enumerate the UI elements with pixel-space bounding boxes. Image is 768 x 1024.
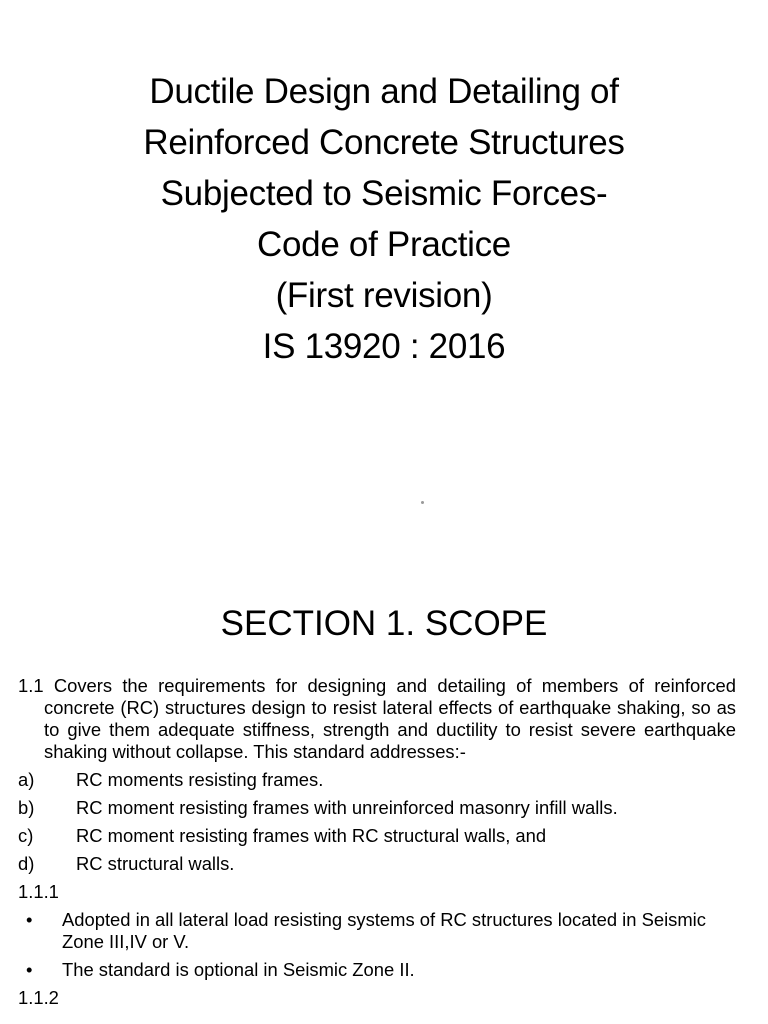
list-item xyxy=(18,825,736,847)
list-item-label: a) xyxy=(18,769,35,790)
scope-body xyxy=(18,675,736,1009)
bullet-text: The standard is optional in Seismic Zone II. xyxy=(62,959,415,980)
list-item-label: c) xyxy=(18,825,34,846)
clause-1-1-1-number: 1.1.1 xyxy=(18,881,59,902)
list-item xyxy=(18,853,736,875)
title-line: Code of Practice xyxy=(257,225,511,264)
list-item-label: b) xyxy=(18,797,35,818)
clause-1-1-paragraph: 1.1 Covers the requirements for designing and detailing of members of reinforced concrete (RC) structures design to resist lateral effects of earthquake shaking, so as to give them adequate stiffness, strength and ductility to resist severe earthquake shaking without collapse. This standard addresses:- xyxy=(18,675,736,762)
bullet-item xyxy=(18,909,736,953)
bullet-icon: • xyxy=(26,959,33,980)
clause-1-1-2-number: 1.1.2 xyxy=(18,987,59,1008)
list-item xyxy=(18,797,736,819)
decorative-dot xyxy=(421,501,424,504)
list-item-text: RC moment resisting frames with unreinforced masonry infill walls. xyxy=(76,797,618,818)
document-title xyxy=(0,66,768,372)
list-item-label: d) xyxy=(18,853,35,874)
list-item xyxy=(18,769,736,791)
title-line: (First revision) xyxy=(275,276,493,315)
title-line: IS 13920 : 2016 xyxy=(262,327,506,366)
bullet-item xyxy=(18,959,736,981)
bullet-icon: • xyxy=(26,909,33,930)
list-item-text: RC moments resisting frames. xyxy=(76,769,324,790)
bullet-text: Adopted in all lateral load resisting systems of RC structures located in Seismic Zone III,IV or V. xyxy=(62,909,706,952)
title-line: Ductile Design and Detailing of xyxy=(149,72,619,111)
list-item-text: RC moment resisting frames with RC structural walls, and xyxy=(76,825,547,846)
section-heading: SECTION 1. SCOPE xyxy=(220,604,548,643)
scope-slide xyxy=(0,512,768,1024)
list-item-text: RC structural walls. xyxy=(76,853,235,874)
title-line: Subjected to Seismic Forces- xyxy=(160,174,608,213)
title-line: Reinforced Concrete Structures xyxy=(143,123,625,162)
